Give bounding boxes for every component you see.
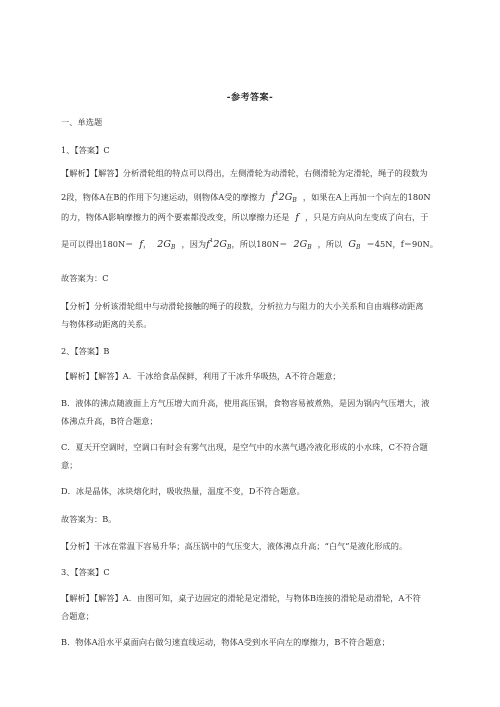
q2-option-b-line-1: B．液体的沸点随液面上方气压增大而升高，使用高压锅，食物容易被煮熟，是因为锅内气压增大，液 <box>61 398 430 408</box>
formula-f: f <box>206 239 210 250</box>
q2-option-b-line-2: 体沸点升高，B符合题意； <box>61 416 158 426</box>
q3-option-a-line-1: 【解析】【解答】A．由图可知，桌子边固定的滑轮是定滑轮，与物体B连接的滑轮是动滑轮，A不符 <box>61 593 421 603</box>
formula-f: f <box>295 212 299 223</box>
q1-analysis-note-2: 与物体移动距离的关系。 <box>61 319 152 329</box>
q1-l4-text-a: 是可以得出180N＝ <box>61 239 134 249</box>
formula-frac: 1 <box>209 238 214 244</box>
q1-analysis-line-3 <box>61 212 429 223</box>
q2-conclusion: 故答案为：B。 <box>61 514 117 524</box>
q1-l4-text-c: ，所以180N＝ <box>231 239 288 249</box>
formula-sub-b: B <box>170 244 176 251</box>
q1-l3-text-b: ，只是方向从向左变成了向右，于 <box>304 212 429 222</box>
q2-option-c-line-1: C．夏天开空调时，空调口有时会有雾气出现，是空气中的水蒸气遇冷液化形成的小水珠，C不符合题 <box>61 442 428 452</box>
formula-2g: 2G <box>213 239 228 250</box>
q1-analysis-line-2 <box>61 189 431 206</box>
q2-option-c-line-2: 意； <box>61 460 78 470</box>
formula-g: G <box>348 239 357 250</box>
q1-analysis-line-4 <box>61 236 438 253</box>
q2-analysis-note: 【分析】干冰在常温下容易升华；高压锅中的气压变大，液体沸点升高；“白气”是液化形成的。 <box>61 541 408 551</box>
formula-sub-b: B <box>292 197 297 204</box>
q1-l4-text-e: ＝45N，f＝90N。 <box>366 239 438 249</box>
formula-sub-b: B <box>307 244 312 251</box>
q1-l4-text-b: ，因为 <box>181 239 207 249</box>
q1-answer: 1、【答案】C <box>61 145 110 155</box>
comma: ， <box>143 239 152 249</box>
q1-l3-text-a: 的力，物体A影响摩擦力的两个要素都没改变，所以摩擦力还是 <box>61 212 290 222</box>
q1-conclusion: 故答案为：C <box>61 273 109 283</box>
formula-f: f <box>139 239 143 250</box>
q1-l2-text-a: 2段，物体A在B的作用下匀速运动，则物体A受的摩擦力 <box>61 192 266 202</box>
formula-sub-b: B <box>356 244 361 251</box>
answer-key-title: -参考答案- <box>226 93 274 103</box>
q2-option-a: 【解析】【解答】A．干冰给食品保鲜，利用了干冰升华吸热，A不符合题意； <box>61 371 341 381</box>
q1-l4-text-d: ，所以 <box>317 239 343 249</box>
q1-l2-text-b: ，如果在A上再加一个向左的180N <box>302 192 431 202</box>
formula-2g: 2G <box>157 239 171 250</box>
q3-option-b: B．物体A沿水平桌面向右做匀速直线运动，物体A受到水平向左的摩擦力，B不符合题意； <box>61 637 390 647</box>
formula-f: f <box>271 192 276 203</box>
q2-option-d: D．冰是晶体，冰块熔化时，吸收热量，温度不变，D不符合题意。 <box>61 486 305 496</box>
q3-answer: 3、【答案】C <box>61 567 110 577</box>
formula-2g: 2G <box>293 239 308 250</box>
formula-frac: 1 <box>275 191 279 197</box>
q1-analysis-line-1: 【解析】【解答】分析滑轮组的特点可以得出，左侧滑轮为动滑轮，右侧滑轮为定滑轮，绳子的段数为 <box>61 168 428 178</box>
q2-answer: 2、【答案】B <box>61 346 110 356</box>
formula-sub-b: B <box>227 244 232 251</box>
section-heading: 一、单选题 <box>61 117 103 127</box>
q3-option-a-line-2: 合题意； <box>61 611 94 621</box>
q1-analysis-note-1: 【分析】分析该滑轮组中与动滑轮接触的绳子的段数，分析拉力与阻力的大小关系和自由端移动距离 <box>61 301 424 311</box>
formula-2g: 2G <box>278 192 293 203</box>
